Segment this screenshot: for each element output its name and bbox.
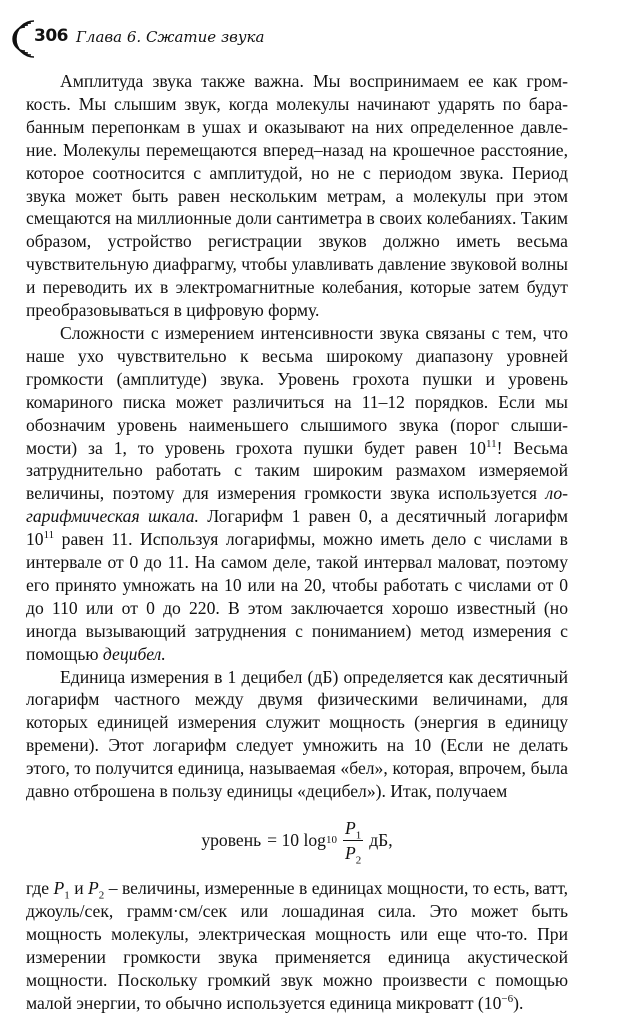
paragraph-intensity-text-b: ! Весьма затруднительно работать с таким широким размахом измеряемой величины, поэтому для измерения громкости звука используется	[26, 437, 568, 504]
superscript-eleven-2: 11	[43, 529, 55, 542]
paragraph-power-units	[26, 877, 568, 1014]
symbol-p1-sub: 1	[64, 889, 70, 902]
paragraph-decibel-definition	[26, 666, 568, 803]
symbol-p2-sub: 2	[98, 889, 105, 902]
paragraph-decibel-text: Единица измерения в 1 децибел (дБ) определяется как десятичный логарифм частного между двумя физическими величинами, для которых единицей измерения служит мощность (энергия в единицу времени). Этот логарифм следует умножить на 10 (Если не делать этого, то получится единица, называемая «бел», которая, впрочем, была давно отброшена в пользу единицы «децибел»). Итак, получаем	[26, 666, 568, 802]
paragraph-amplitude	[26, 70, 568, 322]
paragraph-intensity-text-d: равен 11. Используя логарифмы, можно иметь дело с числами в интервале от 0 до 11. На самом деле, такой интервал маловат, поэтому его принято умножать на 10 или на 20, чтобы работать с числами от 0 до 110 или от 0 до 220. В этом заключается хорошо известный (но иногда вызывающий затруднения с пониманием) метод измерения с помощью	[26, 529, 568, 664]
paragraph-intensity-text-a: Сложности с измерением интенсивности звука связаны с тем, что наше ухо чувствительно к весьма широкому диапазону уровней громкости (амплитуде) звука. Уровень грохота пушки и уровень комариного писка может различиться на 11–12 порядков. Если мы обозначим уровень наименьшего слышимого звука (порог слышимости) за 1, то уровень грохота пушки будет равен 10	[26, 322, 568, 458]
symbol-p2: P	[88, 878, 99, 898]
paragraph-power-text-c: ).	[513, 992, 524, 1013]
formula-numerator: $P_1$	[344, 817, 362, 842]
superscript-eleven: 11	[485, 437, 497, 450]
emphasis-log-scale: логарифмическая шкала.	[26, 483, 568, 527]
formula-denominator: $P_2$	[344, 842, 362, 867]
running-title: Глава 6. Сжатие звука	[76, 28, 265, 46]
formula-eq: = 10 log	[267, 829, 326, 850]
paragraph-power-text-b: – величины, измеренные в единицах мощности, то есть, ватт, джоуль/сек, грамм·см/сек или лошадиная сила. Это может быть мощность молекулы, электрическая мощность или еще что-то. При измерении громкости звука применяется единица акустической мощности. Поскольку громкий звук можно произвести с помощью малой энергии, то обычно используется единица микроватт (10	[26, 878, 568, 1013]
paragraph-power-text-a: где	[26, 878, 54, 898]
paragraph-power-and: и	[69, 878, 89, 898]
emphasis-decibel: децибел.	[102, 643, 166, 664]
formula-lhs: уровень	[201, 829, 262, 850]
formula-unit: дБ,	[369, 829, 393, 850]
page-number: 306	[34, 26, 68, 46]
decibel-formula: уровень = 10 log 10 $\frac{P_1}{P_2}$ дБ,	[201, 817, 393, 867]
superscript-minus-six: −6	[501, 992, 514, 1005]
paragraph-intensity	[26, 322, 568, 666]
paragraph-amplitude-text: Амплитуда звука также важна. Мы воспринимаем ее как громкость. Мы слышим звук, когда молекулы начинают ударять по барабанным перепонкам в ушах и оказывают на них определенное давление. Молекулы перемещаются вперед–назад на крошечное расстояние, которое соотносится с амплитудой, но не с периодом звука. Период звука может быть равен нескольким метрам, а молекулы при этом смещаются на миллионные доли сантиметра в своих колебаниях. Таким образом, устройство регистрации звуков должно иметь весьма чувствительную диафрагму, чтобы улавливать давление звуковой волны и переводить их в электромагнитные колебания, которые затем будут преобразовываться в цифровую форму.	[26, 71, 568, 321]
paragraph-intensity-text-c: Логарифм 1 равен 0, а десятичный логарифм 10	[26, 506, 568, 550]
symbol-p1: P	[53, 878, 65, 898]
page-body	[26, 70, 568, 1014]
page-header	[12, 16, 612, 60]
formula-fraction	[343, 817, 363, 867]
